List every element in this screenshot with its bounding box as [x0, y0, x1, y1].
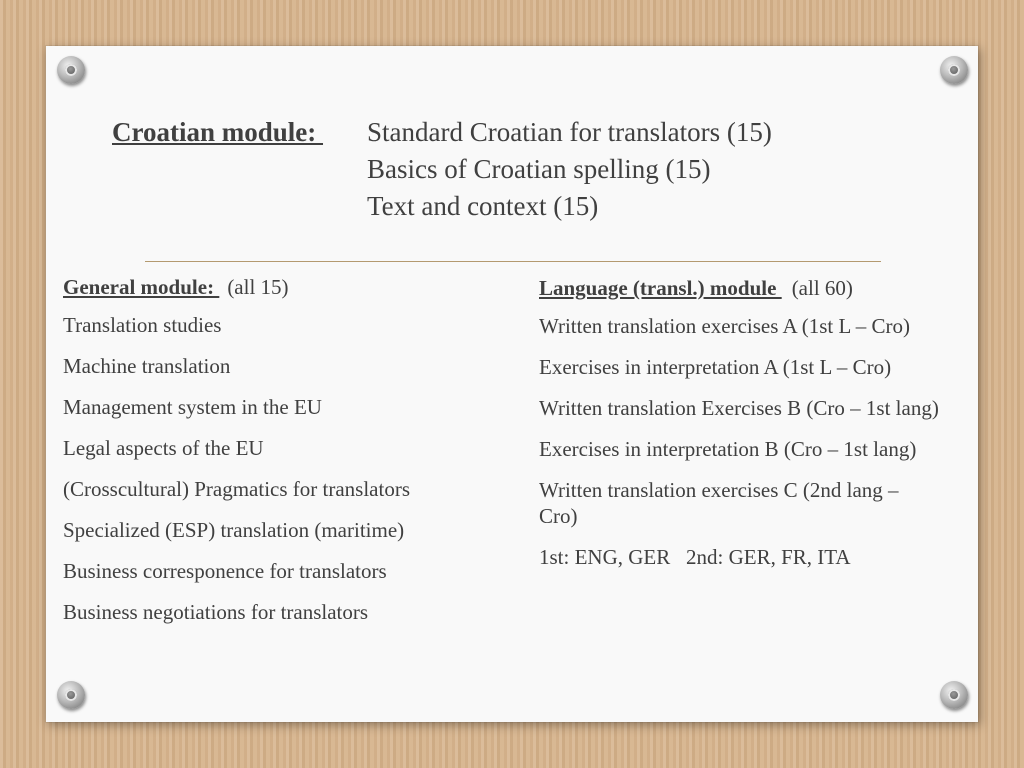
language-module-note: (all 60) [791, 276, 853, 300]
language-module-item: Written translation exercises C (2nd lang – Cro) [539, 478, 899, 528]
language-module-heading [539, 276, 939, 301]
general-module-item: Management system in the EU [63, 395, 322, 419]
croatian-module-label: Croatian module: [112, 117, 324, 147]
language-module-item: 1st: ENG, GER 2nd: GER, FR, ITA [539, 545, 851, 569]
general-module-item: Business negotiations for translators [63, 600, 369, 624]
language-module-column [539, 276, 939, 570]
general-module-note: (all 15) [227, 275, 289, 299]
general-module-column [63, 275, 503, 640]
general-module-item: Business corresponence for translators [63, 559, 387, 583]
croatian-course-item: Basics of Croatian spelling (15) [367, 154, 711, 184]
general-module-item: Legal aspects of the EU [63, 436, 264, 460]
croatian-course-item: Standard Croatian for translators (15) [367, 117, 772, 147]
pushpin-icon [57, 56, 85, 84]
language-module-item: Written translation exercises A (1st L – Cro) [539, 314, 911, 338]
croatian-course-item: Text and context (15) [367, 191, 599, 221]
pushpin-icon [940, 681, 968, 709]
language-module-item: Written translation Exercises B (Cro – 1st lang) [539, 396, 939, 420]
section-divider [145, 261, 881, 262]
pushpin-icon [57, 681, 85, 709]
language-module-item: Exercises in interpretation A (1st L – Cro) [539, 355, 892, 379]
croatian-module-courses [367, 114, 772, 225]
general-module-item: Specialized (ESP) translation (maritime) [63, 518, 405, 542]
general-module-item: Translation studies [63, 313, 222, 337]
general-module-item: Machine translation [63, 354, 231, 378]
general-module-heading [63, 275, 503, 300]
language-module-item: Exercises in interpretation B (Cro – 1st lang) [539, 437, 917, 461]
language-module-label: Language (transl.) module [539, 276, 782, 300]
general-module-label: General module: [63, 275, 220, 299]
general-module-item: (Crosscultural) Pragmatics for translators [63, 477, 410, 501]
pushpin-icon [940, 56, 968, 84]
